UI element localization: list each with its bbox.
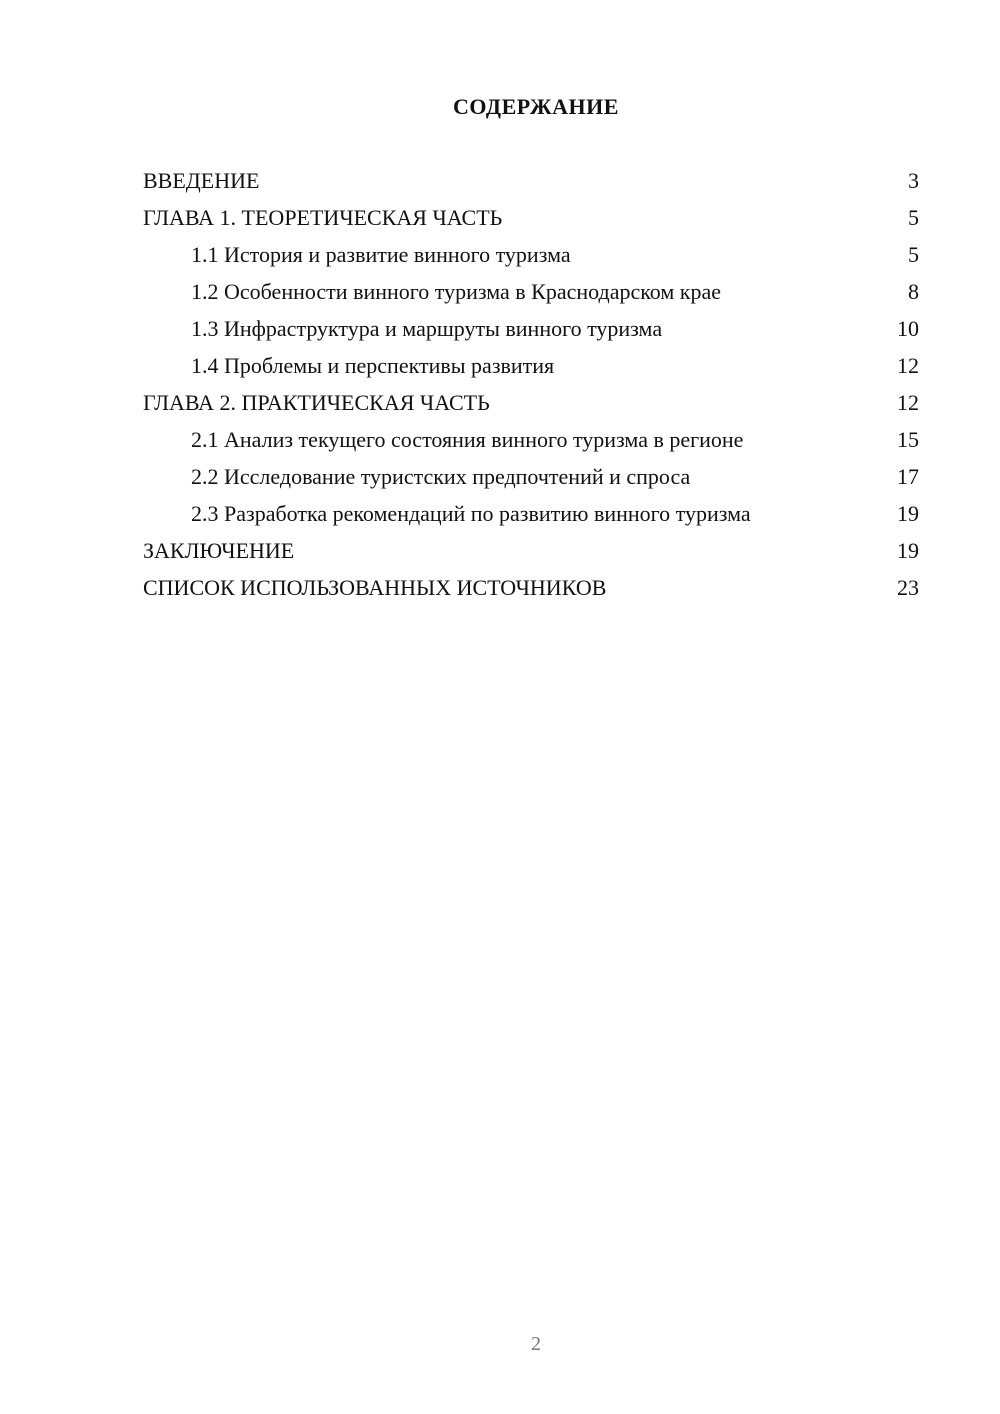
toc-entry-label: 1.1 История и развитие винного туризма (191, 242, 571, 267)
toc-entry-references (143, 575, 919, 601)
toc-entry-section-1-4 (143, 353, 919, 379)
toc-entry-page: 15 (897, 427, 919, 452)
toc-entry-label: 2.1 Анализ текущего состояния винного туризма в регионе (191, 427, 744, 452)
toc-entry-section-2-2 (143, 464, 919, 490)
toc-entry-section-2-3 (143, 501, 919, 527)
toc-entry-chapter-2 (143, 390, 919, 416)
toc-entry-label: 1.4 Проблемы и перспективы развития (191, 353, 555, 378)
toc-title: СОДЕРЖАНИЕ (453, 94, 619, 119)
toc-entry-introduction (143, 168, 919, 194)
toc-entry-label: 2.3 Разработка рекомендаций по развитию винного туризма (191, 501, 751, 526)
toc-entry-label: ГЛАВА 2. ПРАКТИЧЕСКАЯ ЧАСТЬ (143, 390, 490, 415)
toc-entry-page: 23 (897, 575, 919, 600)
toc-entry-section-1-3 (143, 316, 919, 342)
toc-entry-conclusion (143, 538, 919, 564)
toc-entry-page: 19 (897, 501, 919, 526)
toc-entry-chapter-1 (143, 205, 919, 231)
toc-entry-page: 3 (908, 168, 919, 193)
toc-entry-page: 5 (908, 242, 919, 267)
toc-entry-label: ВВЕДЕНИЕ (143, 168, 260, 193)
toc-entry-page: 12 (897, 390, 919, 415)
toc-entry-page: 19 (897, 538, 919, 563)
page-number: 2 (531, 1333, 541, 1355)
table-of-contents (143, 168, 919, 612)
toc-entry-section-1-2 (143, 279, 919, 305)
toc-entry-section-1-1 (143, 242, 919, 268)
toc-entry-label: 1.3 Инфраструктура и маршруты винного туризма (191, 316, 663, 341)
toc-entry-label: ГЛАВА 1. ТЕОРЕТИЧЕСКАЯ ЧАСТЬ (143, 205, 503, 230)
toc-entry-page: 17 (897, 464, 919, 489)
toc-entry-page: 5 (908, 205, 919, 230)
toc-entry-label: 2.2 Исследование туристских предпочтений и спроса (191, 464, 691, 489)
toc-entry-label: 1.2 Особенности винного туризма в Краснодарском крае (191, 279, 722, 304)
toc-entry-page: 8 (908, 279, 919, 304)
toc-entry-label: ЗАКЛЮЧЕНИЕ (143, 538, 295, 563)
toc-entry-page: 12 (897, 353, 919, 378)
toc-entry-label: СПИСОК ИСПОЛЬЗОВАННЫХ ИСТОЧНИКОВ (143, 575, 607, 600)
toc-entry-page: 10 (897, 316, 919, 341)
toc-entry-section-2-1 (143, 427, 919, 453)
